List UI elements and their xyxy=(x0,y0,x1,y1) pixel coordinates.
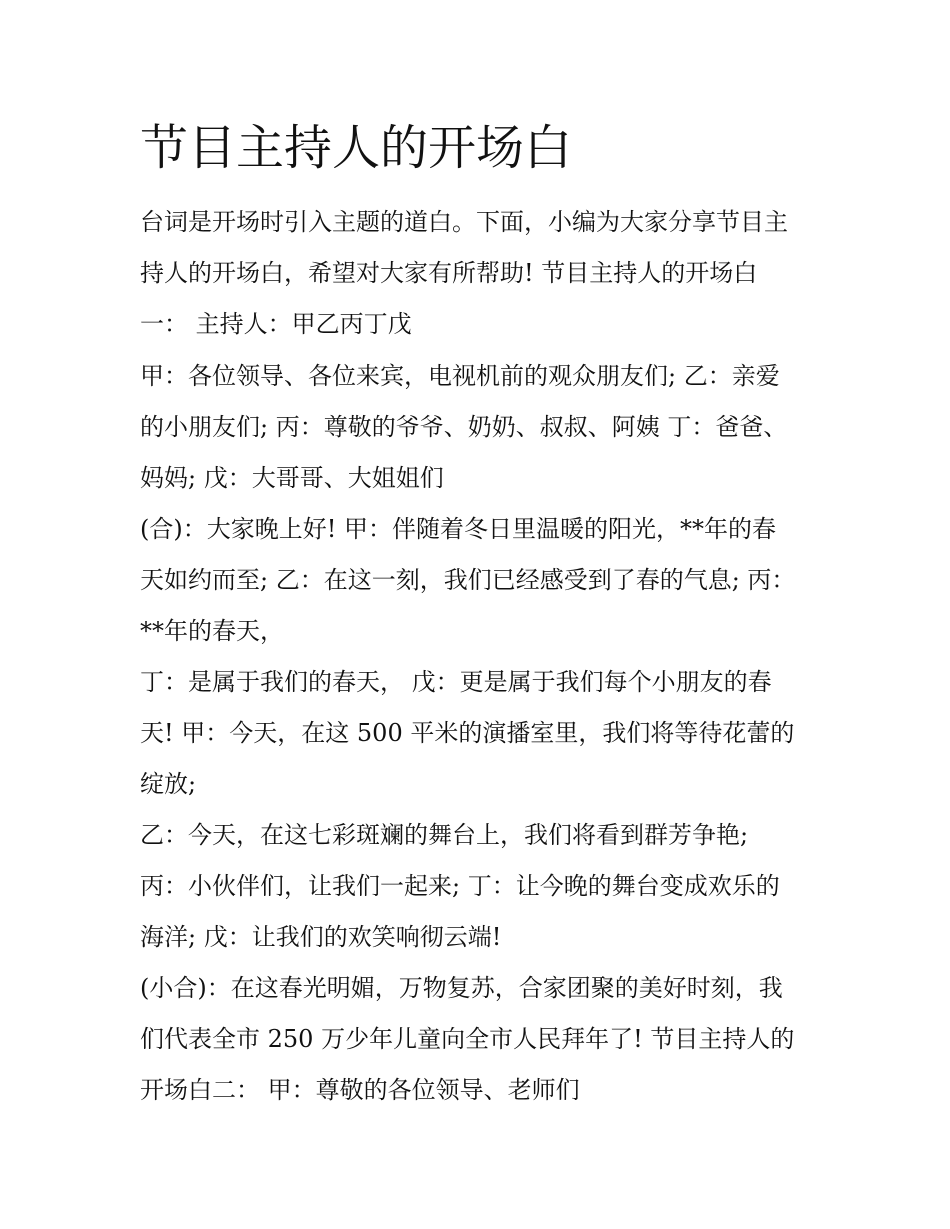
text-line: 丙：小伙伴们，让我们一起来; 丁：让今晚的舞台变成欢乐的 xyxy=(140,872,780,900)
text-line: 丁：是属于我们的春天， 戊：更是属于我们每个小朋友的春 xyxy=(140,668,772,696)
text-line: 一： 主持人：甲乙丙丁戊 xyxy=(140,310,412,338)
text-line: 天! 甲：今天，在这 500 平米的演播室里，我们将等待花蕾的 xyxy=(140,719,795,747)
text-line: 妈妈; 戊：大哥哥、大姐姐们 xyxy=(140,464,444,492)
text-line: 持人的开场白，希望对大家有所帮助! 节目主持人的开场白 xyxy=(140,259,758,287)
text-line: (合)：大家晚上好! 甲：伴随着冬日里温暖的阳光，**年的春 xyxy=(140,515,776,543)
text-line: **年的春天， xyxy=(140,617,284,645)
text-line: 台词是开场时引入主题的道白。下面，小编为大家分享节目主 xyxy=(140,208,788,236)
text-line: 开场白二： 甲：尊敬的各位领导、老师们 xyxy=(140,1076,580,1104)
text-line: 的小朋友们; 丙：尊敬的爷爷、奶奶、叔叔、阿姨 丁：爸爸、 xyxy=(140,413,788,441)
text-line: 海洋; 戊：让我们的欢笑响彻云端! xyxy=(140,923,502,951)
text-line: 乙：今天，在这七彩斑斓的舞台上，我们将看到群芳争艳; xyxy=(140,821,749,849)
text-line: 绽放; xyxy=(140,770,197,798)
page-title: 节目主持人的开场白 xyxy=(140,120,573,176)
text-line: (小合)：在这春光明媚，万物复苏，合家团聚的美好时刻，我 xyxy=(140,974,783,1002)
text-line: 甲：各位领导、各位来宾，电视机前的观众朋友们; 乙：亲爱 xyxy=(140,362,780,390)
text-line: 天如约而至; 乙：在这一刻，我们已经感受到了春的气息; 丙： xyxy=(140,566,796,594)
text-line: 们代表全市 250 万少年儿童向全市人民拜年了! 节目主持人的 xyxy=(140,1025,795,1053)
